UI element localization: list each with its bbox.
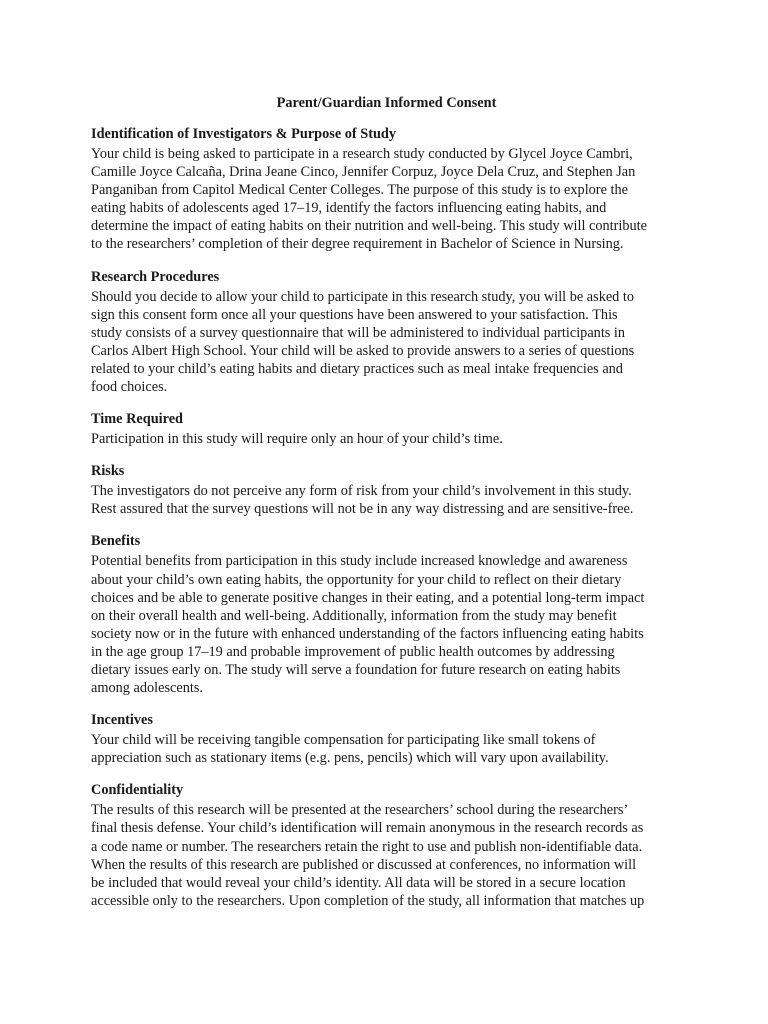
section-heading: Research Procedures [91, 268, 220, 285]
text-line: Panganiban from Capitol Medical Center Colleges. The purpose of this study is to explore the [91, 182, 628, 199]
text-line: related to your child’s eating habits and dietary practices such as meal intake frequencies and [91, 360, 623, 377]
section-paragraph [91, 552, 682, 697]
section-paragraph [91, 482, 682, 518]
section-benefits [91, 532, 682, 697]
section-heading: Incentives [91, 712, 153, 729]
section-paragraph [91, 801, 682, 910]
text-line: society now or in the future with enhanced understanding of the factors influencing eating habits [91, 625, 644, 642]
text-line: a code name or number. The researchers retain the right to use and publish non-identifiable data. [91, 838, 643, 855]
text-line: The results of this research will be presented at the researchers’ school during the researchers’ [91, 802, 629, 819]
text-line: The investigators do not perceive any form of risk from your child’s involvement in this study. [91, 483, 632, 500]
text-line: Your child is being asked to participate in a research study conducted by Glycel Joyce Cambri, [91, 146, 633, 162]
section-time-required [91, 410, 682, 448]
text-line: accessible only to the researchers. Upon completion of the study, all information that matches up [91, 892, 645, 909]
text-line: Your child will be receiving tangible compensation for participating like small tokens of [91, 732, 596, 749]
text-line: Rest assured that the survey questions will not be in any way distressing and are sensitive-free. [91, 501, 634, 518]
section-paragraph [91, 430, 682, 448]
text-line: Should you decide to allow your child to participate in this research study, you will be asked to [91, 288, 635, 305]
text-line: be included that would reveal your child’s identity. All data will be stored in a secure location [91, 874, 626, 891]
text-line: dietary issues early on. The study will serve a foundation for future research on eating habits [91, 661, 621, 678]
text-line: Camille Joyce Calcaña, Drina Jeane Cinco, Jennifer Corpuz, Joyce Dela Cruz, and Stephen Jan [91, 164, 636, 181]
text-line: eating habits of adolescents aged 17–19, identify the factors influencing eating habits, and [91, 200, 607, 217]
section-paragraph [91, 145, 682, 254]
text-line: food choices. [91, 379, 168, 396]
text-line: When the results of this research are published or discussed at conferences, no information will [91, 856, 637, 873]
section-risks [91, 462, 682, 518]
text-line: Potential benefits from participation in this study include increased knowledge and awareness [91, 553, 628, 570]
text-line: appreciation such as stationary items (e.g. pens, pencils) which will vary upon availability. [91, 750, 609, 767]
text-line: about your child’s own eating habits, the opportunity for your child to reflect on their dietary [91, 571, 622, 588]
text-line: Participation in this study will require only an hour of your child’s time. [91, 431, 503, 448]
text-line: among adolescents. [91, 680, 203, 697]
section-confidentiality [91, 781, 682, 910]
section-purpose [91, 125, 682, 254]
section-incentives [91, 711, 682, 767]
section-heading: Confidentiality [91, 782, 184, 799]
section-heading: Time Required [91, 411, 184, 428]
section-paragraph [91, 288, 682, 397]
text-line: choices and be able to generate positive changes in their eating, and a potential long-term impact [91, 589, 645, 606]
section-paragraph [91, 731, 682, 767]
text-line: Carlos Albert High School. Your child will be asked to provide answers to a series of questions [91, 342, 635, 359]
text-line: in the age group 17–19 and probable improvement of public health outcomes by addressing [91, 643, 615, 660]
text-line: on their overall health and well-being. Additionally, information from the study may benefit [91, 607, 617, 624]
text-line: determine the impact of eating habits on their nutrition and well-being. This study will contribute [91, 218, 648, 235]
text-line: sign this consent form once all your questions have been answered to your satisfaction. This [91, 306, 618, 323]
text-line: study consists of a survey questionnaire that will be administered to individual participants in [91, 324, 626, 341]
section-heading: Risks [91, 463, 125, 480]
document-title: Parent/Guardian Informed Consent [276, 95, 497, 111]
text-line: final thesis defense. Your child’s identification will remain anonymous in the research records as [91, 820, 644, 837]
section-heading: Identification of Investigators & Purpose of Study [91, 126, 397, 142]
section-heading: Benefits [91, 533, 141, 550]
text-line: to the researchers’ completion of their degree requirement in Bachelor of Science in Nursing. [91, 236, 624, 253]
section-procedures [91, 268, 682, 397]
